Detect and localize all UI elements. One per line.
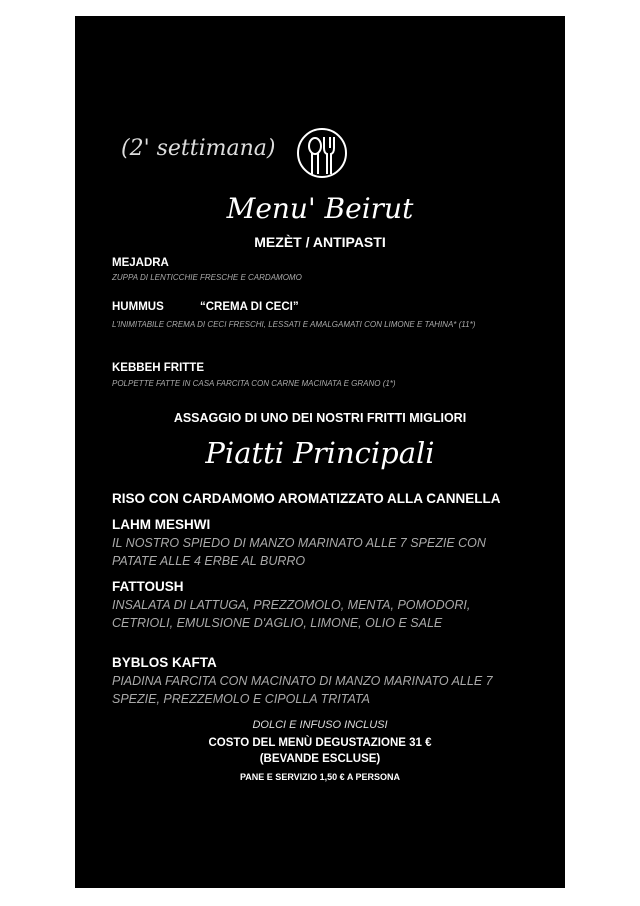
item-desc: L'INIMITABILE CREMA DI CECI FRESCHI, LESSATI E AMALGAMATI CON LIMONE E TAHINA* (11*) xyxy=(112,320,476,329)
antipasti-heading: MEZÈT / ANTIPASTI xyxy=(254,234,386,250)
menu-card xyxy=(75,16,565,888)
included-note: DOLCI E INFUSO INCLUSI xyxy=(252,719,388,731)
price: COSTO DEL MENÙ DEGUSTAZIONE 31 € xyxy=(208,737,432,749)
item-desc: IL NOSTRO SPIEDO DI MANZO MARINATO ALLE 7 SPEZIE CON PATATE ALLE 4 ERBE AL BURRO xyxy=(112,536,486,568)
item-desc: POLPETTE FATTE IN CASA FARCITA CON CARNE MACINATA E GRANO (1*) xyxy=(112,379,396,388)
item-name: LAHM MESHWI xyxy=(112,517,211,532)
item-name: FATTOUSH xyxy=(112,579,184,594)
item-desc: PIADINA FARCITA CON MACINATO DI MANZO MARINATO ALLE 7 SPEZIE, PREZZEMOLO E CIPOLLA TRITATA xyxy=(112,674,493,706)
item-name: BYBLOS KAFTA xyxy=(112,655,217,670)
principali-heading: Piatti Principali xyxy=(205,436,435,470)
item-desc: ZUPPA DI LENTICCHIE FRESCHE E CARDAMOMO xyxy=(112,273,302,282)
service-note: PANE E SERVIZIO 1,50 € A PERSONA xyxy=(239,772,401,782)
fritti-note: ASSAGGIO DI UNO DEI NOSTRI FRITTI MIGLIORI xyxy=(173,411,467,425)
drinks-note: (BEVANDE ESCLUSE) xyxy=(259,753,381,765)
rice-line: RISO CON CARDAMOMO AROMATIZZATO ALLA CANNELLA xyxy=(112,491,501,506)
item-desc: INSALATA DI LATTUGA, PREZZOMOLO, MENTA, POMODORI, CETRIOLI, EMULSIONE D'AGLIO, LIMONE, OLIO E SALE xyxy=(112,598,471,630)
item-name: MEJADRA xyxy=(112,257,169,269)
menu-title: Menu' Beirut xyxy=(226,192,414,225)
spoon-fork-icon xyxy=(295,126,349,185)
item-subtitle: “CREMA DI CECI” xyxy=(200,301,299,313)
week-label: (2' settimana) xyxy=(121,136,276,161)
item-name: HUMMUS xyxy=(112,301,164,313)
item-name: KEBBEH FRITTE xyxy=(112,362,204,374)
